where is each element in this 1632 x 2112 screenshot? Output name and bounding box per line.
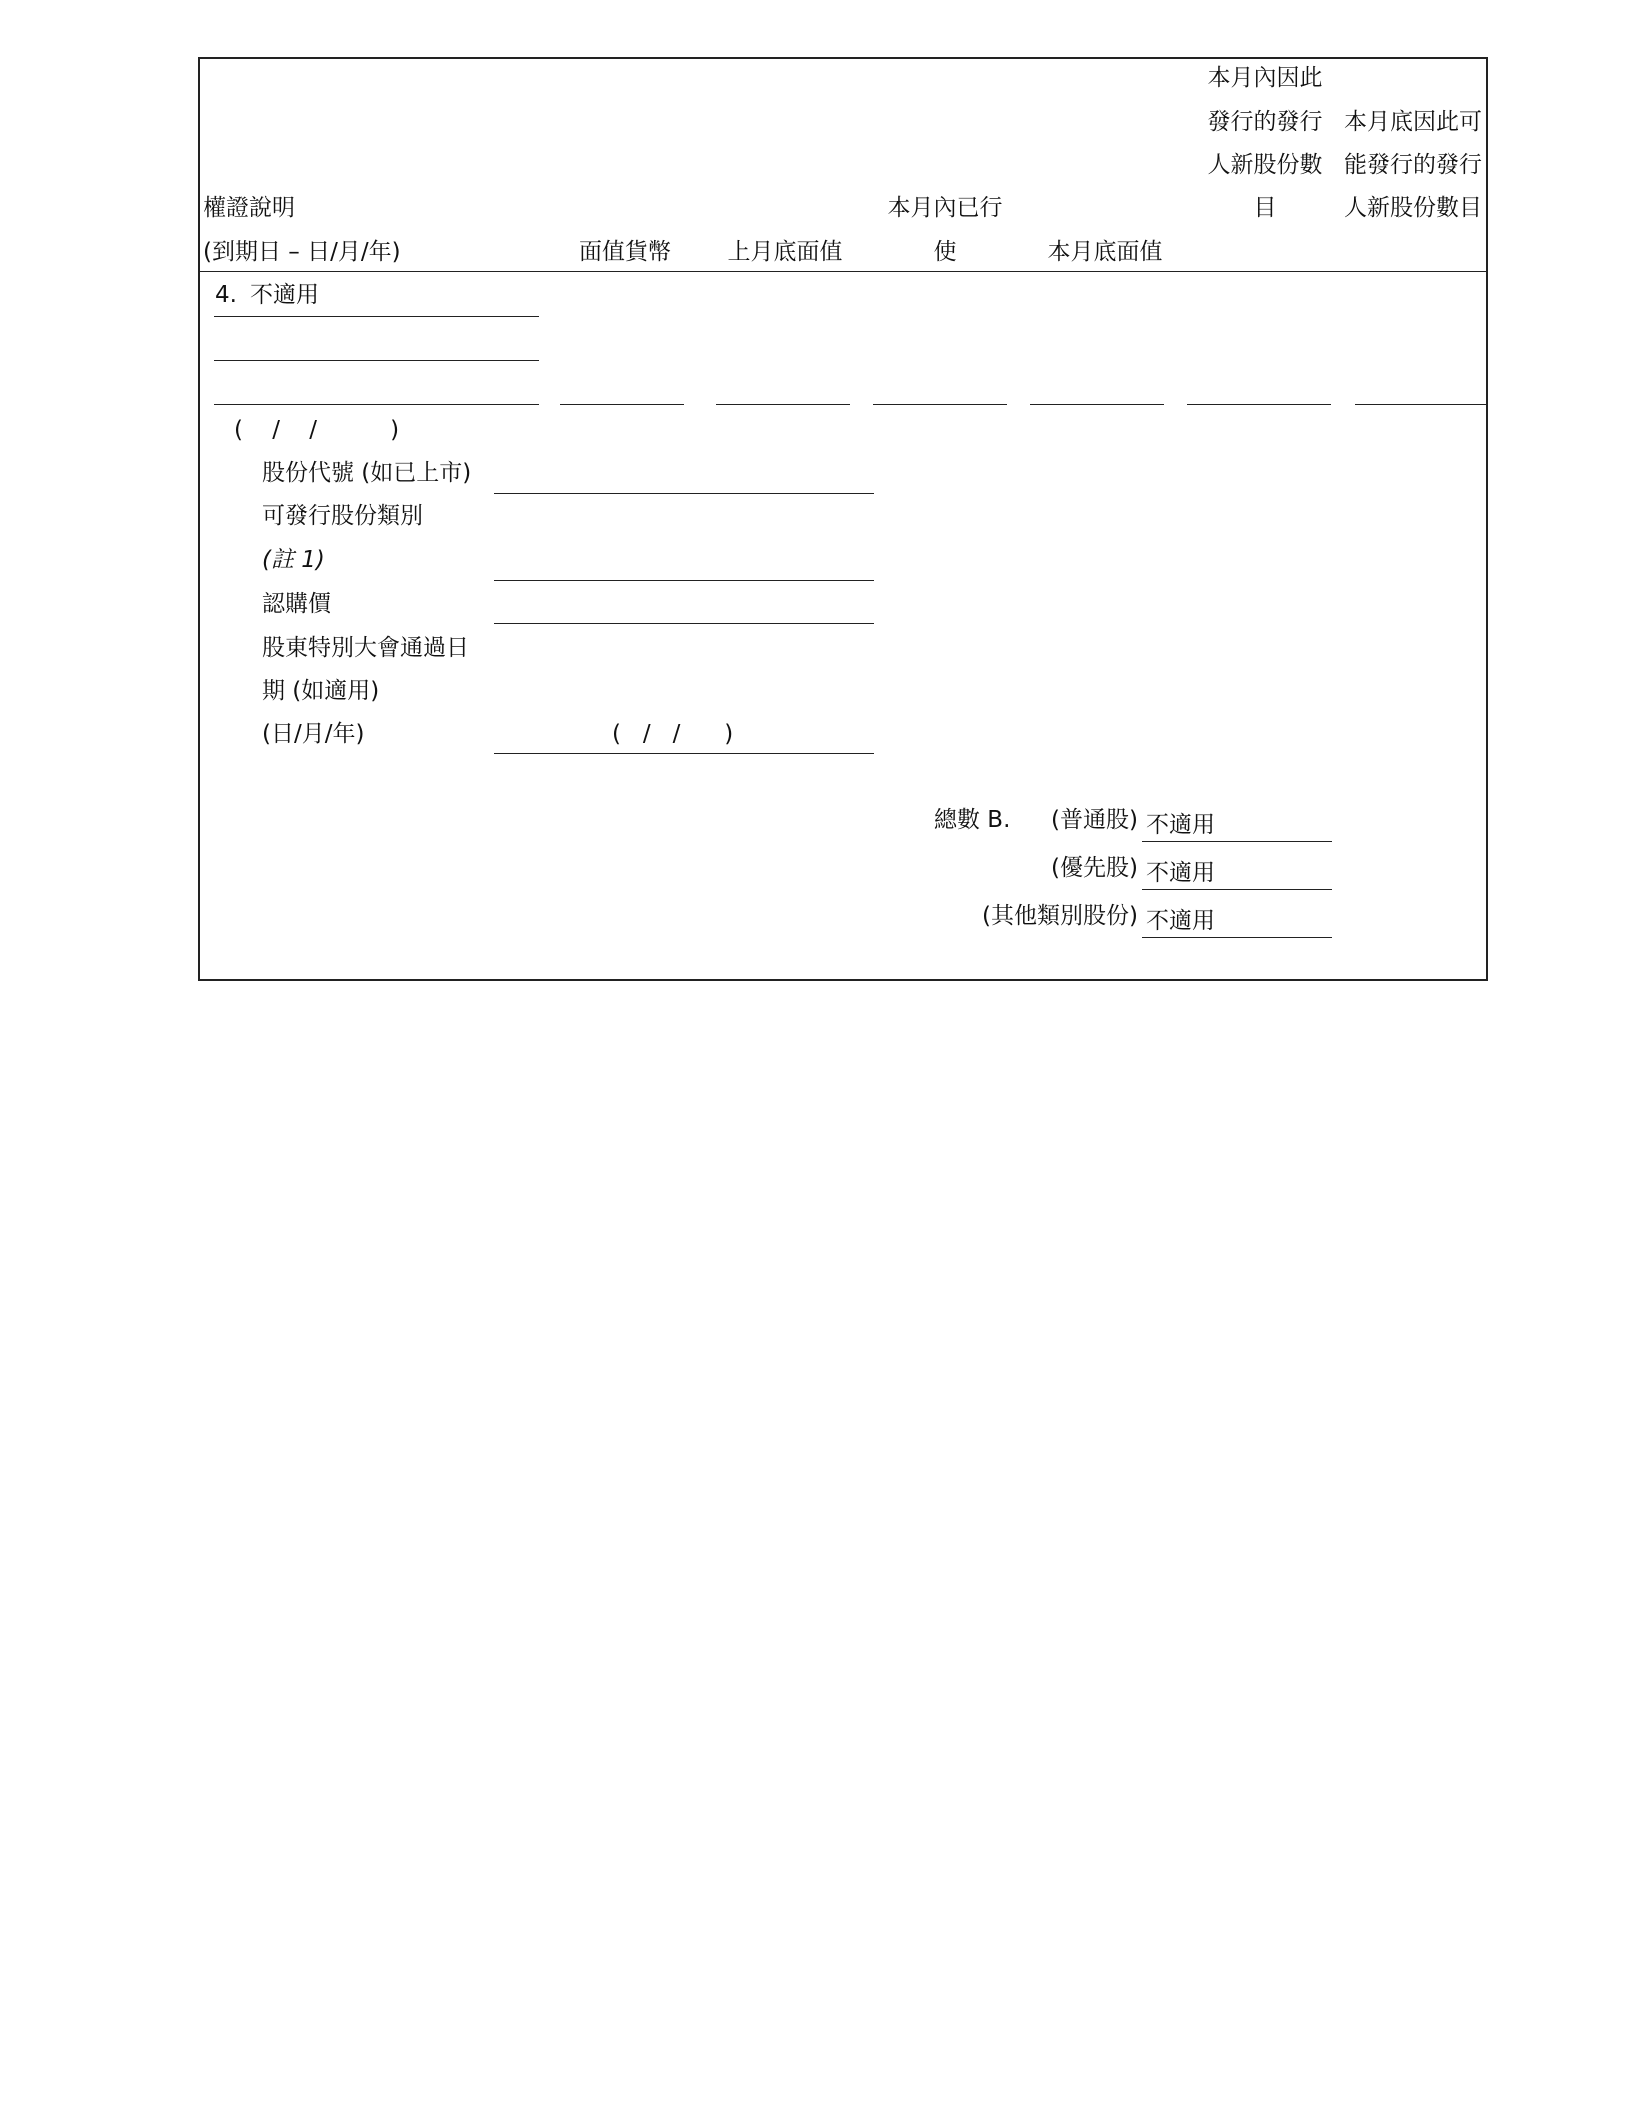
header-description: 權證說明 [203, 195, 295, 221]
header-new-shares-line3: 人新股份數 [1207, 152, 1323, 178]
header-currency: 面值貨幣 [579, 239, 671, 265]
header-exercised-line1: 本月內已行 [887, 195, 1003, 221]
header-separator [198, 271, 1488, 272]
header-possible-shares-line3: 人新股份數目 [1344, 195, 1482, 221]
total-other-line [1142, 937, 1332, 938]
header-exercised-line2: 使 [933, 239, 957, 265]
stock-code-line [494, 493, 874, 494]
share-class-label: 可發行股份類別 [262, 503, 423, 529]
share-class-line [494, 580, 874, 581]
total-ordinary-label: (普通股) [1051, 807, 1138, 833]
subscription-price-line [494, 623, 874, 624]
note-1-label: (註 1) [262, 547, 325, 573]
last-month-nominal-entry-line [716, 404, 850, 405]
month-end-nominal-entry-line [1030, 404, 1164, 405]
total-other-label: (其他類別股份) [982, 903, 1138, 929]
header-last-month-nominal: 上月底面值 [727, 239, 843, 265]
total-preference-value: 不適用 [1146, 860, 1215, 886]
total-b-label: 總數 B. [934, 807, 1011, 833]
new-shares-entry-line [1187, 404, 1331, 405]
subscription-price-label: 認購價 [262, 591, 331, 617]
total-ordinary-line [1142, 841, 1332, 842]
item-description-line-2 [214, 360, 539, 361]
egm-date-label-line2: 期 (如適用) [262, 678, 380, 704]
egm-date-placeholder: ( / / ) [612, 721, 734, 747]
item-description-line-3 [214, 404, 539, 405]
header-expiry-date: (到期日 – 日/月/年) [203, 239, 401, 265]
header-possible-shares-line2: 能發行的發行 [1344, 152, 1482, 178]
total-preference-label: (優先股) [1051, 855, 1138, 881]
stock-code-label: 股份代號 (如已上市) [262, 460, 472, 486]
expiry-date-placeholder: ( / / ) [234, 417, 400, 443]
egm-date-label-line3: (日/月/年) [262, 721, 365, 747]
header-new-shares-line2: 發行的發行 [1207, 109, 1323, 135]
header-month-end-nominal: 本月底面值 [1047, 239, 1163, 265]
currency-entry-line [560, 404, 684, 405]
total-ordinary-value: 不適用 [1146, 812, 1215, 838]
header-new-shares-line1: 本月內因此 [1207, 65, 1323, 91]
possible-shares-entry-line [1355, 404, 1488, 405]
item-title-underline [214, 316, 539, 317]
header-new-shares-line4: 目 [1253, 195, 1277, 221]
header-possible-shares-line1: 本月底因此可 [1344, 109, 1482, 135]
exercised-entry-line [873, 404, 1007, 405]
egm-date-label-line1: 股東特別大會通過日 [262, 635, 469, 661]
item-title: 不適用 [250, 282, 319, 308]
total-preference-line [1142, 889, 1332, 890]
item-number: 4. [215, 282, 237, 308]
egm-date-line [494, 753, 874, 754]
total-other-value: 不適用 [1146, 908, 1215, 934]
